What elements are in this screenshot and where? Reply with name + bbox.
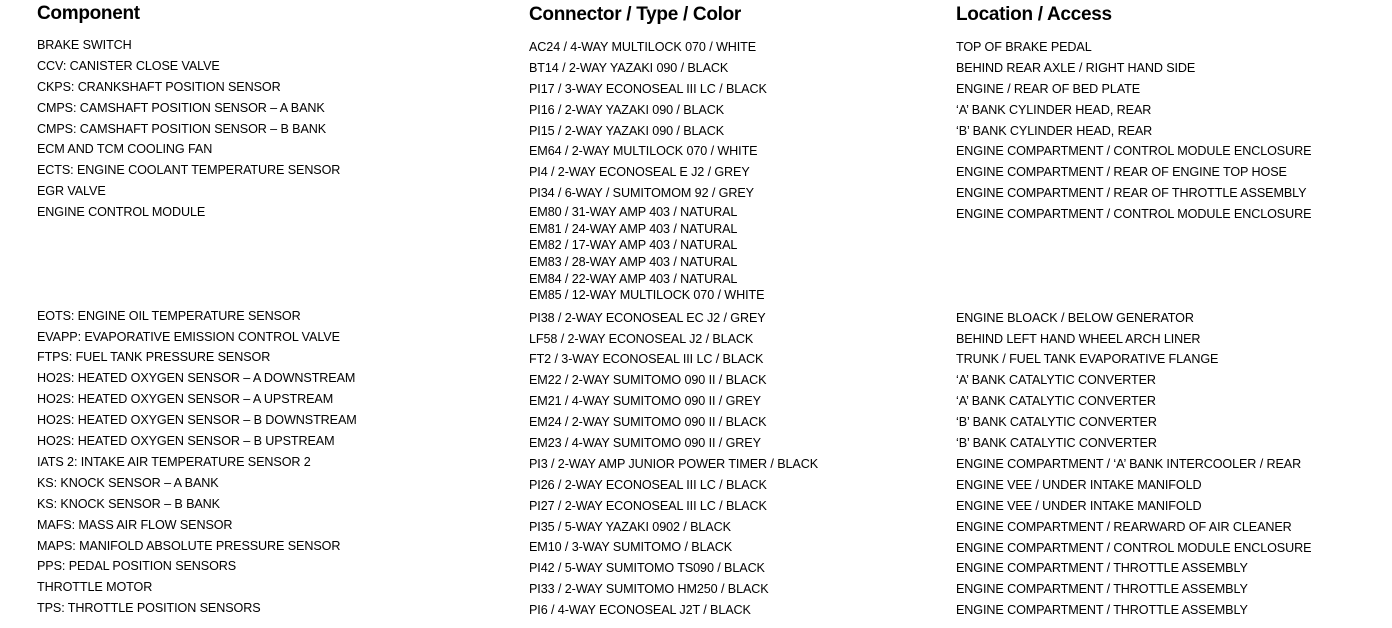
connector-header: Connector / Type / Color [529, 4, 742, 25]
connector-line: PI6 / 4-WAY ECONOSEAL J2T / BLACK [529, 603, 751, 618]
connector-line: AC24 / 4-WAY MULTILOCK 070 / WHITE [529, 40, 757, 54]
location-cell: ENGINE COMPARTMENT / REAR OF THROTTLE ASSEMBLY [956, 186, 1307, 201]
connector-line: PI26 / 2-WAY ECONOSEAL III LC / BLACK [529, 477, 767, 492]
connector-line: EM84 / 22-WAY AMP 403 / NATURAL [529, 271, 738, 286]
connector-line: LF58 / 2-WAY ECONOSEAL J2 / BLACK [529, 331, 754, 346]
connector-cell [529, 100, 939, 121]
connector-cell [529, 308, 939, 329]
location-cell: ENGINE COMPARTMENT / REARWARD OF AIR CLEANER [956, 519, 1292, 534]
component-cell: HO2S: HEATED OXYGEN SENSOR – B DOWNSTREAM [37, 413, 357, 428]
connector-cell [529, 370, 939, 391]
location-cell: ENGINE COMPARTMENT / REAR OF ENGINE TOP HOSE [956, 165, 1287, 180]
connector-line: PI17 / 3-WAY ECONOSEAL III LC / BLACK [529, 81, 767, 96]
component-cell: KS: KNOCK SENSOR – B BANK [37, 496, 220, 511]
connector-line: EM81 / 24-WAY AMP 403 / NATURAL [529, 221, 738, 236]
connector-cell [529, 79, 939, 100]
location-cell: ‘B’ BANK CYLINDER HEAD, REAR [956, 123, 1153, 138]
location-list [956, 37, 1376, 621]
location-cell: ‘B’ BANK CATALYTIC CONVERTER [956, 415, 1157, 430]
location-cell: ENGINE COMPARTMENT / THROTTLE ASSEMBLY [956, 582, 1248, 597]
connector-cell [529, 329, 939, 350]
component-column [37, 0, 507, 619]
connector-line: PI16 / 2-WAY YAZAKI 090 / BLACK [529, 102, 724, 117]
component-cell: MAPS: MANIFOLD ABSOLUTE PRESSURE SENSOR [37, 538, 341, 553]
location-cell: ENGINE COMPARTMENT / THROTTLE ASSEMBLY [956, 603, 1248, 618]
component-cell: BRAKE SWITCH [37, 38, 132, 52]
location-cell: TRUNK / FUEL TANK EVAPORATIVE FLANGE [956, 352, 1219, 367]
location-cell: ENGINE COMPARTMENT / CONTROL MODULE ENCLOSURE [956, 144, 1312, 159]
connector-line: EM10 / 3-WAY SUMITOMO / BLACK [529, 540, 733, 555]
location-cell: ENGINE VEE / UNDER INTAKE MANIFOLD [956, 477, 1202, 492]
connector-line: EM23 / 4-WAY SUMITOMO 090 II / GREY [529, 436, 761, 451]
component-cell: CKPS: CRANKSHAFT POSITION SENSOR [37, 79, 281, 94]
connector-line: PI35 / 5-WAY YAZAKI 0902 / BLACK [529, 519, 731, 534]
location-cell: ‘B’ BANK CATALYTIC CONVERTER [956, 436, 1157, 451]
connector-cell [529, 433, 939, 454]
component-cell: EOTS: ENGINE OIL TEMPERATURE SENSOR [37, 308, 301, 323]
location-cell: BEHIND REAR AXLE / RIGHT HAND SIDE [956, 60, 1196, 75]
location-column [956, 0, 1376, 621]
component-cell: HO2S: HEATED OXYGEN SENSOR – B UPSTREAM [37, 434, 335, 449]
component-cell: MAFS: MASS AIR FLOW SENSOR [37, 517, 233, 532]
connector-line: BT14 / 2-WAY YAZAKI 090 / BLACK [529, 60, 729, 75]
connector-line: PI4 / 2-WAY ECONOSEAL E J2 / GREY [529, 165, 750, 180]
connector-cell [529, 496, 939, 517]
component-cell: FTPS: FUEL TANK PRESSURE SENSOR [37, 350, 271, 365]
component-cell: TPS: THROTTLE POSITION SENSORS [37, 601, 261, 616]
connector-cell [529, 121, 939, 142]
connector-cell [529, 37, 939, 58]
component-cell: CMPS: CAMSHAFT POSITION SENSOR – B BANK [37, 121, 327, 136]
connector-line: EM82 / 17-WAY AMP 403 / NATURAL [529, 238, 738, 253]
connector-line: PI27 / 2-WAY ECONOSEAL III LC / BLACK [529, 498, 767, 513]
location-header: Location / Access [956, 4, 1112, 25]
location-cell: ‘A’ BANK CYLINDER HEAD, REAR [956, 102, 1152, 117]
connector-line: EM64 / 2-WAY MULTILOCK 070 / WHITE [529, 144, 758, 159]
location-cell: ENGINE / REAR OF BED PLATE [956, 81, 1141, 96]
row-spacer [956, 225, 1376, 308]
connector-cell [529, 204, 939, 304]
connector-line: PI34 / 6-WAY / SUMITOMOM 92 / GREY [529, 186, 754, 201]
connector-line: PI15 / 2-WAY YAZAKI 090 / BLACK [529, 123, 724, 138]
connector-line: EM83 / 28-WAY AMP 403 / NATURAL [529, 254, 738, 269]
connector-cell [529, 454, 939, 475]
connector-cell [529, 558, 939, 579]
connector-cell [529, 183, 939, 204]
connector-cell [529, 162, 939, 183]
connector-list [529, 37, 939, 621]
connector-cell [529, 412, 939, 433]
connector-line: PI3 / 2-WAY AMP JUNIOR POWER TIMER / BLACK [529, 456, 819, 471]
location-cell: BEHIND LEFT HAND WHEEL ARCH LINER [956, 331, 1201, 346]
location-cell: ENGINE COMPARTMENT / THROTTLE ASSEMBLY [956, 561, 1248, 576]
component-cell: EGR VALVE [37, 184, 106, 199]
component-cell: HO2S: HEATED OXYGEN SENSOR – A UPSTREAM [37, 392, 334, 407]
component-cell: IATS 2: INTAKE AIR TEMPERATURE SENSOR 2 [37, 454, 311, 469]
component-cell: CMPS: CAMSHAFT POSITION SENSOR – A BANK [37, 100, 325, 115]
component-cell: EVAPP: EVAPORATIVE EMISSION CONTROL VALVE [37, 329, 340, 344]
location-cell: ‘A’ BANK CATALYTIC CONVERTER [956, 394, 1156, 409]
location-cell: TOP OF BRAKE PEDAL [956, 40, 1092, 54]
location-cell: ‘A’ BANK CATALYTIC CONVERTER [956, 373, 1156, 388]
connector-cell [529, 475, 939, 496]
component-cell: PPS: PEDAL POSITION SENSORS [37, 559, 237, 574]
connector-cell [529, 600, 939, 621]
connector-cell [529, 517, 939, 538]
component-cell: ENGINE CONTROL MODULE [37, 205, 206, 220]
location-cell: ENGINE COMPARTMENT / CONTROL MODULE ENCLOSURE [956, 207, 1312, 222]
connector-line: EM85 / 12-WAY MULTILOCK 070 / WHITE [529, 288, 765, 303]
connector-line: EM80 / 31-WAY AMP 403 / NATURAL [529, 205, 738, 220]
row-spacer [37, 223, 507, 306]
location-cell: ENGINE VEE / UNDER INTAKE MANIFOLD [956, 498, 1202, 513]
location-cell: ENGINE BLOACK / BELOW GENERATOR [956, 310, 1194, 325]
connector-cell [529, 141, 939, 162]
component-cell: THROTTLE MOTOR [37, 580, 153, 595]
connector-line: EM22 / 2-WAY SUMITOMO 090 II / BLACK [529, 373, 767, 388]
connector-line: PI42 / 5-WAY SUMITOMO TS090 / BLACK [529, 561, 765, 576]
component-cell: CCV: CANISTER CLOSE VALVE [37, 58, 220, 73]
connector-line: FT2 / 3-WAY ECONOSEAL III LC / BLACK [529, 352, 764, 367]
connector-cell [529, 579, 939, 600]
location-cell: ENGINE COMPARTMENT / ‘A’ BANK INTERCOOLER / REAR [956, 456, 1302, 471]
component-cell: ECTS: ENGINE COOLANT TEMPERATURE SENSOR [37, 163, 341, 178]
connector-cell [529, 58, 939, 79]
connector-cell [529, 349, 939, 370]
component-header: Component [37, 3, 140, 24]
connector-line: EM24 / 2-WAY SUMITOMO 090 II / BLACK [529, 415, 767, 430]
connector-cell [529, 391, 939, 412]
location-cell: ENGINE COMPARTMENT / CONTROL MODULE ENCLOSURE [956, 540, 1312, 555]
connector-line: PI33 / 2-WAY SUMITOMO HM250 / BLACK [529, 582, 769, 597]
component-cell: HO2S: HEATED OXYGEN SENSOR – A DOWNSTREAM [37, 371, 356, 386]
connector-cell [529, 537, 939, 558]
component-list [37, 35, 507, 619]
connector-line: EM21 / 4-WAY SUMITOMO 090 II / GREY [529, 394, 761, 409]
component-cell: ECM AND TCM COOLING FAN [37, 142, 213, 157]
connector-column [529, 0, 939, 621]
connector-line: PI38 / 2-WAY ECONOSEAL EC J2 / GREY [529, 310, 766, 325]
component-cell: KS: KNOCK SENSOR – A BANK [37, 475, 219, 490]
